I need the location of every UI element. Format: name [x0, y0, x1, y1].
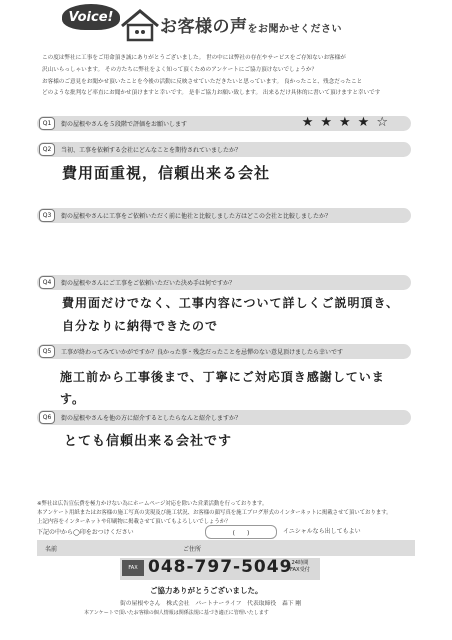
- intro-line: お客様のご意見をお聞かせ頂いたことを今後の活動に反映させていただきたいと思っています。 良かったこと、残念だったこと: [42, 78, 363, 85]
- question-number: Q2: [39, 143, 55, 156]
- question-number: Q1: [39, 117, 55, 130]
- question-text: 街の屋根やさんにご工事をご依頼いただいた決め手は何ですか？: [61, 280, 236, 287]
- voice-badge: Voice!: [62, 4, 120, 30]
- question-number: Q5: [39, 345, 55, 358]
- question-text: 当初、工事を依頼する会社にどんなことを期待されていましたか？: [61, 147, 242, 154]
- question-text: 街の屋根やさんを他の方に紹介するとしたらなんと紹介しますか？: [61, 415, 242, 422]
- note-line: 上記内容をインターネットや印刷物に掲載させて頂いてもよろしいでしょうか？: [37, 519, 231, 526]
- name-address-bar: [37, 540, 415, 556]
- fax-note: [290, 560, 310, 574]
- question-bar-q2: [37, 142, 411, 157]
- question-bar-q5: [37, 344, 411, 359]
- question-number: Q3: [39, 209, 55, 222]
- question-bar-q1: [37, 116, 411, 131]
- intro-line: どのような批判など率直にお聞かせ頂けますと幸いです。 是非ご協力お願い致します。 出来るだけ具体的に書いて頂けますと幸いです: [42, 90, 381, 97]
- initial-box[interactable]: ( ): [205, 525, 277, 539]
- company-line: 街の屋根やさん 株式会社 パートナーライフ 代表取締役 森下 剛: [120, 601, 302, 607]
- page-title: [160, 12, 342, 37]
- note-line: 本アンケート用紙またはお客様の施工写真の実現及び施工状況、お客様の顔写真を施工ブログ形式のインターネットに掲載させて頂いております。: [37, 510, 392, 517]
- fax-number: 048-797-5049: [148, 557, 293, 577]
- privacy-note: 本アンケートで頂いたお客様の個人情報は関係法規に基づき適正に管理いたします: [84, 610, 269, 616]
- question-text: 街の屋根やさんを５段階で評価をお願いします: [61, 121, 188, 128]
- fax-note-line: FAX受付: [290, 567, 310, 573]
- rating-stars: ★★★★☆: [301, 115, 395, 130]
- house-icon: [118, 8, 162, 42]
- thanks-text: ご協力ありがとうございました。: [150, 586, 263, 595]
- answer-q5: 施工前から工事後まで、丁寧にご対応頂き感謝しています。: [60, 370, 385, 406]
- answer-q6: とても信頼出来る会社です: [64, 434, 233, 449]
- answer-q2: 費用面重視，信頼出来る会社: [62, 164, 271, 182]
- answer-q4-line2: 自分なりに納得できたので: [62, 319, 219, 333]
- address-label: ご住所: [183, 546, 202, 553]
- intro-text: [42, 53, 414, 100]
- circle-prompt: 下記の中から◯印をおつけください: [37, 529, 134, 536]
- answer-q4-line1: 費用面だけでなく、工事内容について詳しくご説明頂き、: [62, 296, 400, 310]
- intro-line: 沢山いらっしゃいます。 その方たちに弊社をよく知って頂くためのアンケートにご協力頂けないでしょうか？: [42, 66, 318, 73]
- question-bar-q3: [37, 208, 411, 223]
- intro-line: この度は弊社に工事をご用命頂き誠にありがとうございました。 世の中には弊社の存在やサービスをご存知ないお客様が: [42, 55, 346, 61]
- title-main: お客様の声: [160, 17, 248, 37]
- title-sub: をお聞かせください: [247, 24, 342, 35]
- question-bar-q6: [37, 410, 411, 425]
- question-number: Q4: [39, 276, 55, 289]
- question-text: 街の屋根やさんに工事をご依頼いただく前に他社と比較しました方はどこの会社と比較しましたか？: [61, 213, 332, 220]
- question-bar-q4: [37, 275, 411, 290]
- name-label: 名前: [45, 546, 58, 553]
- initial-note: イニシャルなら出してもよい: [283, 528, 361, 535]
- fax-icon: FAX: [122, 560, 144, 576]
- question-number: Q6: [39, 411, 55, 424]
- question-text: 工事が終わってみていかがですか？良かった事・残念だったことを忌憚のない意見頂けましたら幸いです: [61, 349, 343, 356]
- fax-note-line: 24時間: [291, 560, 309, 566]
- note-line: ※弊社は広告宣伝費を極力かけない為にホームページ対応を除いた営業活動を行っております。: [37, 501, 268, 507]
- footer-notes: [37, 500, 415, 528]
